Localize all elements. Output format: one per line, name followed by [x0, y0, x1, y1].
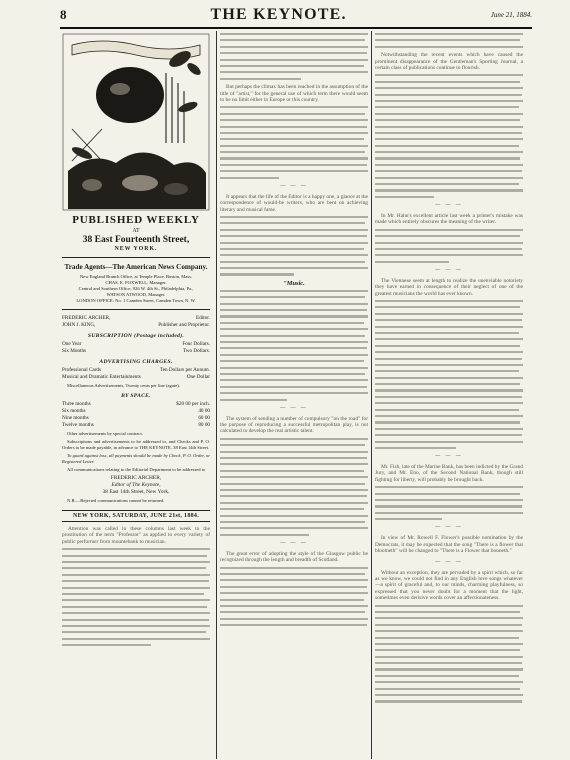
section-separator: — — —	[435, 559, 463, 565]
subscriptions-note: Subscriptions and advertisements to be addressed to, and Checks and P. O. Orders to be made payable, in advance to THE KEYNOTE, 38 East 14th Street.	[62, 439, 210, 450]
staff-row	[62, 315, 210, 322]
masthead-rule	[62, 309, 210, 310]
other-ads-note: Other advertisements by special contract.	[67, 431, 143, 436]
article-paragraph: In Mr. Hahn's excellent article last week a printer's mistake was made which entirely obscures the meaning of the writer.	[375, 212, 523, 226]
space-row	[62, 422, 210, 429]
subscription-row	[62, 348, 210, 355]
staff-role: Editor.	[196, 315, 210, 321]
article-paragraph: Notwithstanding the recent events which have caused the prominent disappearance of the Gentleman's Sporting Journal, a certain class of publications continue to flourish.	[375, 52, 523, 71]
column-right	[375, 33, 523, 755]
article-text-block	[375, 74, 523, 198]
article-text-block	[375, 486, 523, 520]
rate-price: Four Dollars.	[182, 341, 210, 347]
issue-date: June 21, 1884.	[490, 11, 532, 19]
article-text-block	[62, 548, 210, 646]
section-separator: — — —	[435, 267, 463, 273]
space-heading: BY SPACE.	[121, 393, 151, 399]
article-text-block	[220, 438, 368, 536]
article-paragraph: The Viennese seem at length to realize the unenviable notoriety they have earned in consequence of their neglect of one of the greatest musicians the world has ever known.	[375, 277, 523, 297]
issue-dateline: NEW YORK, SATURDAY, JUNE 21st, 1884.	[62, 510, 210, 522]
column-divider	[216, 31, 217, 759]
branch-line: WATSON ATWOOD, Manager.	[106, 292, 166, 297]
rate-label: Three months	[62, 401, 91, 407]
trade-agents-heading: Trade Agents—The American News Company.	[64, 263, 208, 271]
header-rule	[60, 27, 532, 29]
article-text-block	[375, 33, 523, 48]
staff-role: Publisher and Proprietor.	[158, 322, 210, 328]
space-row	[62, 401, 210, 408]
article-paragraph: The system of sending a number of compulsory "on the road" for the purpose of reproducing a successful metropolitan play, is not calculated to develop the real artistic talent.	[220, 415, 368, 435]
advertising-heading: ADVERTISING CHARGES.	[99, 359, 173, 365]
rate-price: 60 00	[198, 415, 210, 421]
rate-label: Six months	[62, 408, 86, 414]
article-text-block	[220, 33, 368, 80]
space-row	[62, 415, 210, 422]
staff-name: JOHN J. KING,	[62, 322, 96, 328]
staff-row	[62, 322, 210, 329]
newspaper-title: THE KEYNOTE.	[210, 6, 347, 23]
editor-address: 38 East 14th Street, New York.	[102, 489, 170, 495]
masthead-emblem-illustration	[62, 33, 210, 211]
rate-label: Professional Cards	[62, 367, 102, 373]
rate-label: One Year	[62, 341, 82, 347]
rate-price: 40 00	[198, 408, 210, 414]
rate-label: Twelve months	[62, 422, 94, 428]
advertising-row	[62, 367, 210, 374]
published-at-label: AT	[132, 228, 140, 234]
article-paragraph: But perhaps the climax has been reached in the assumption of the title of "artist," for the general use of which term there would seem to be no limit either in Europe or this country.	[220, 84, 368, 103]
rate-label: Musical and Dramatic Entertainments	[62, 374, 141, 380]
masthead-rule	[62, 257, 210, 258]
staff-name: FREDERIC ARCHER,	[62, 315, 111, 321]
rate-price: 80 00	[198, 422, 210, 428]
section-separator: — — —	[435, 202, 463, 208]
article-paragraph: Without an exception, they are pervaded by a spirit which, so far as we know, we could not find in any English love songs whatever—a spirit of graceful and, to our minds, charming playfulness, so expressed that you never doubt for a moment that the light, sometimes even derisive words cover an affectionateness.	[375, 569, 523, 602]
subscription-row	[62, 341, 210, 348]
music-heading: "Music.	[283, 279, 305, 287]
article-paragraph: The great error of adopting the style of the Glasgow public be recognized through the length and breadth of Scotland.	[220, 550, 368, 564]
branch-offices	[62, 274, 210, 304]
article-text-block	[220, 216, 368, 276]
rate-label: Six Months	[62, 348, 87, 354]
branch-line: Central and Southern Office, 926 W. 4th St., Philadelphia, Pa.,	[78, 286, 194, 291]
rate-price: Two Dollars.	[182, 348, 210, 354]
column-divider	[371, 31, 372, 759]
article-text-block	[375, 300, 523, 449]
article-paragraph: Mr. Fish, late of the Marine Bank, has been indicted by the Grand Jury, and Mr. Eno, of the Second National Bank, though still fighting for liberty, will probably be brought back.	[375, 464, 523, 483]
rate-price: One Dollar	[186, 374, 210, 380]
column-left	[62, 33, 210, 757]
office-city: NEW YORK.	[114, 246, 158, 252]
section-separator: — — —	[280, 405, 308, 411]
published-weekly-heading: PUBLISHED WEEKLY	[72, 214, 200, 226]
branch-line: LONDON OFFICE: No. 1 Camden Street, Camden Town, N. W.	[76, 298, 196, 303]
loss-note: To guard against loss, all payments should be made by Check, P. O. Order, or Registered Letter.	[62, 453, 210, 464]
article-text-block	[220, 567, 368, 627]
section-separator: — — —	[280, 540, 308, 546]
editor-title: Editor of The Keynote,	[111, 482, 161, 488]
branch-line: New England Branch Office, at Temple Place, Boston, Mass.	[79, 274, 193, 279]
rate-price: $20 00 per inch.	[176, 401, 210, 407]
article-text-block	[220, 106, 368, 178]
advertising-row	[62, 374, 210, 381]
editor-name: FREDERIC ARCHER,	[110, 475, 162, 481]
staff-list	[62, 315, 210, 329]
branch-line: CHAS. E. FOXWELL, Manager.	[105, 280, 167, 285]
article-paragraph: In view of Mr. Rowell F. Flower's possible nomination by the Democrats, it may be expected that the song "There is a flower that bloometh" will be changed to "There is a Flower that booneth."	[375, 535, 523, 555]
subscription-heading: SUBSCRIPTION (Postage included).	[87, 333, 185, 339]
article-paragraph: It appears that the life of the Editor is a happy one, a glance at the correspondence of would-be writers, who are bent on achieving literary and musical fame.	[220, 193, 368, 213]
office-address: 38 East Fourteenth Street,	[82, 235, 190, 245]
rate-label: Nine months	[62, 415, 89, 421]
article-text-block	[220, 290, 368, 401]
article-text-block	[375, 229, 523, 263]
section-separator: — — —	[435, 454, 463, 460]
rate-price: Ten Dollars per Annum.	[159, 367, 210, 373]
space-row	[62, 408, 210, 415]
page-number: 8	[60, 7, 67, 22]
article-paragraph: Attention was called in these columns last week to the prostitution of the term "Professor" as applied to every variety of public performer from mountebank to musician.	[62, 526, 210, 545]
column-middle	[220, 33, 368, 755]
section-separator: — — —	[435, 525, 463, 531]
section-separator: — — —	[280, 183, 308, 189]
article-text-block	[375, 605, 523, 703]
communications-note: All communications relating to the Editorial Department to be addressed to	[67, 467, 206, 472]
advertising-note: Miscellaneous Advertisements, Twenty cents per line (agate).	[67, 383, 180, 388]
rejected-note: N.B.—Rejected communications cannot be returned.	[67, 498, 165, 503]
running-head	[60, 5, 532, 25]
